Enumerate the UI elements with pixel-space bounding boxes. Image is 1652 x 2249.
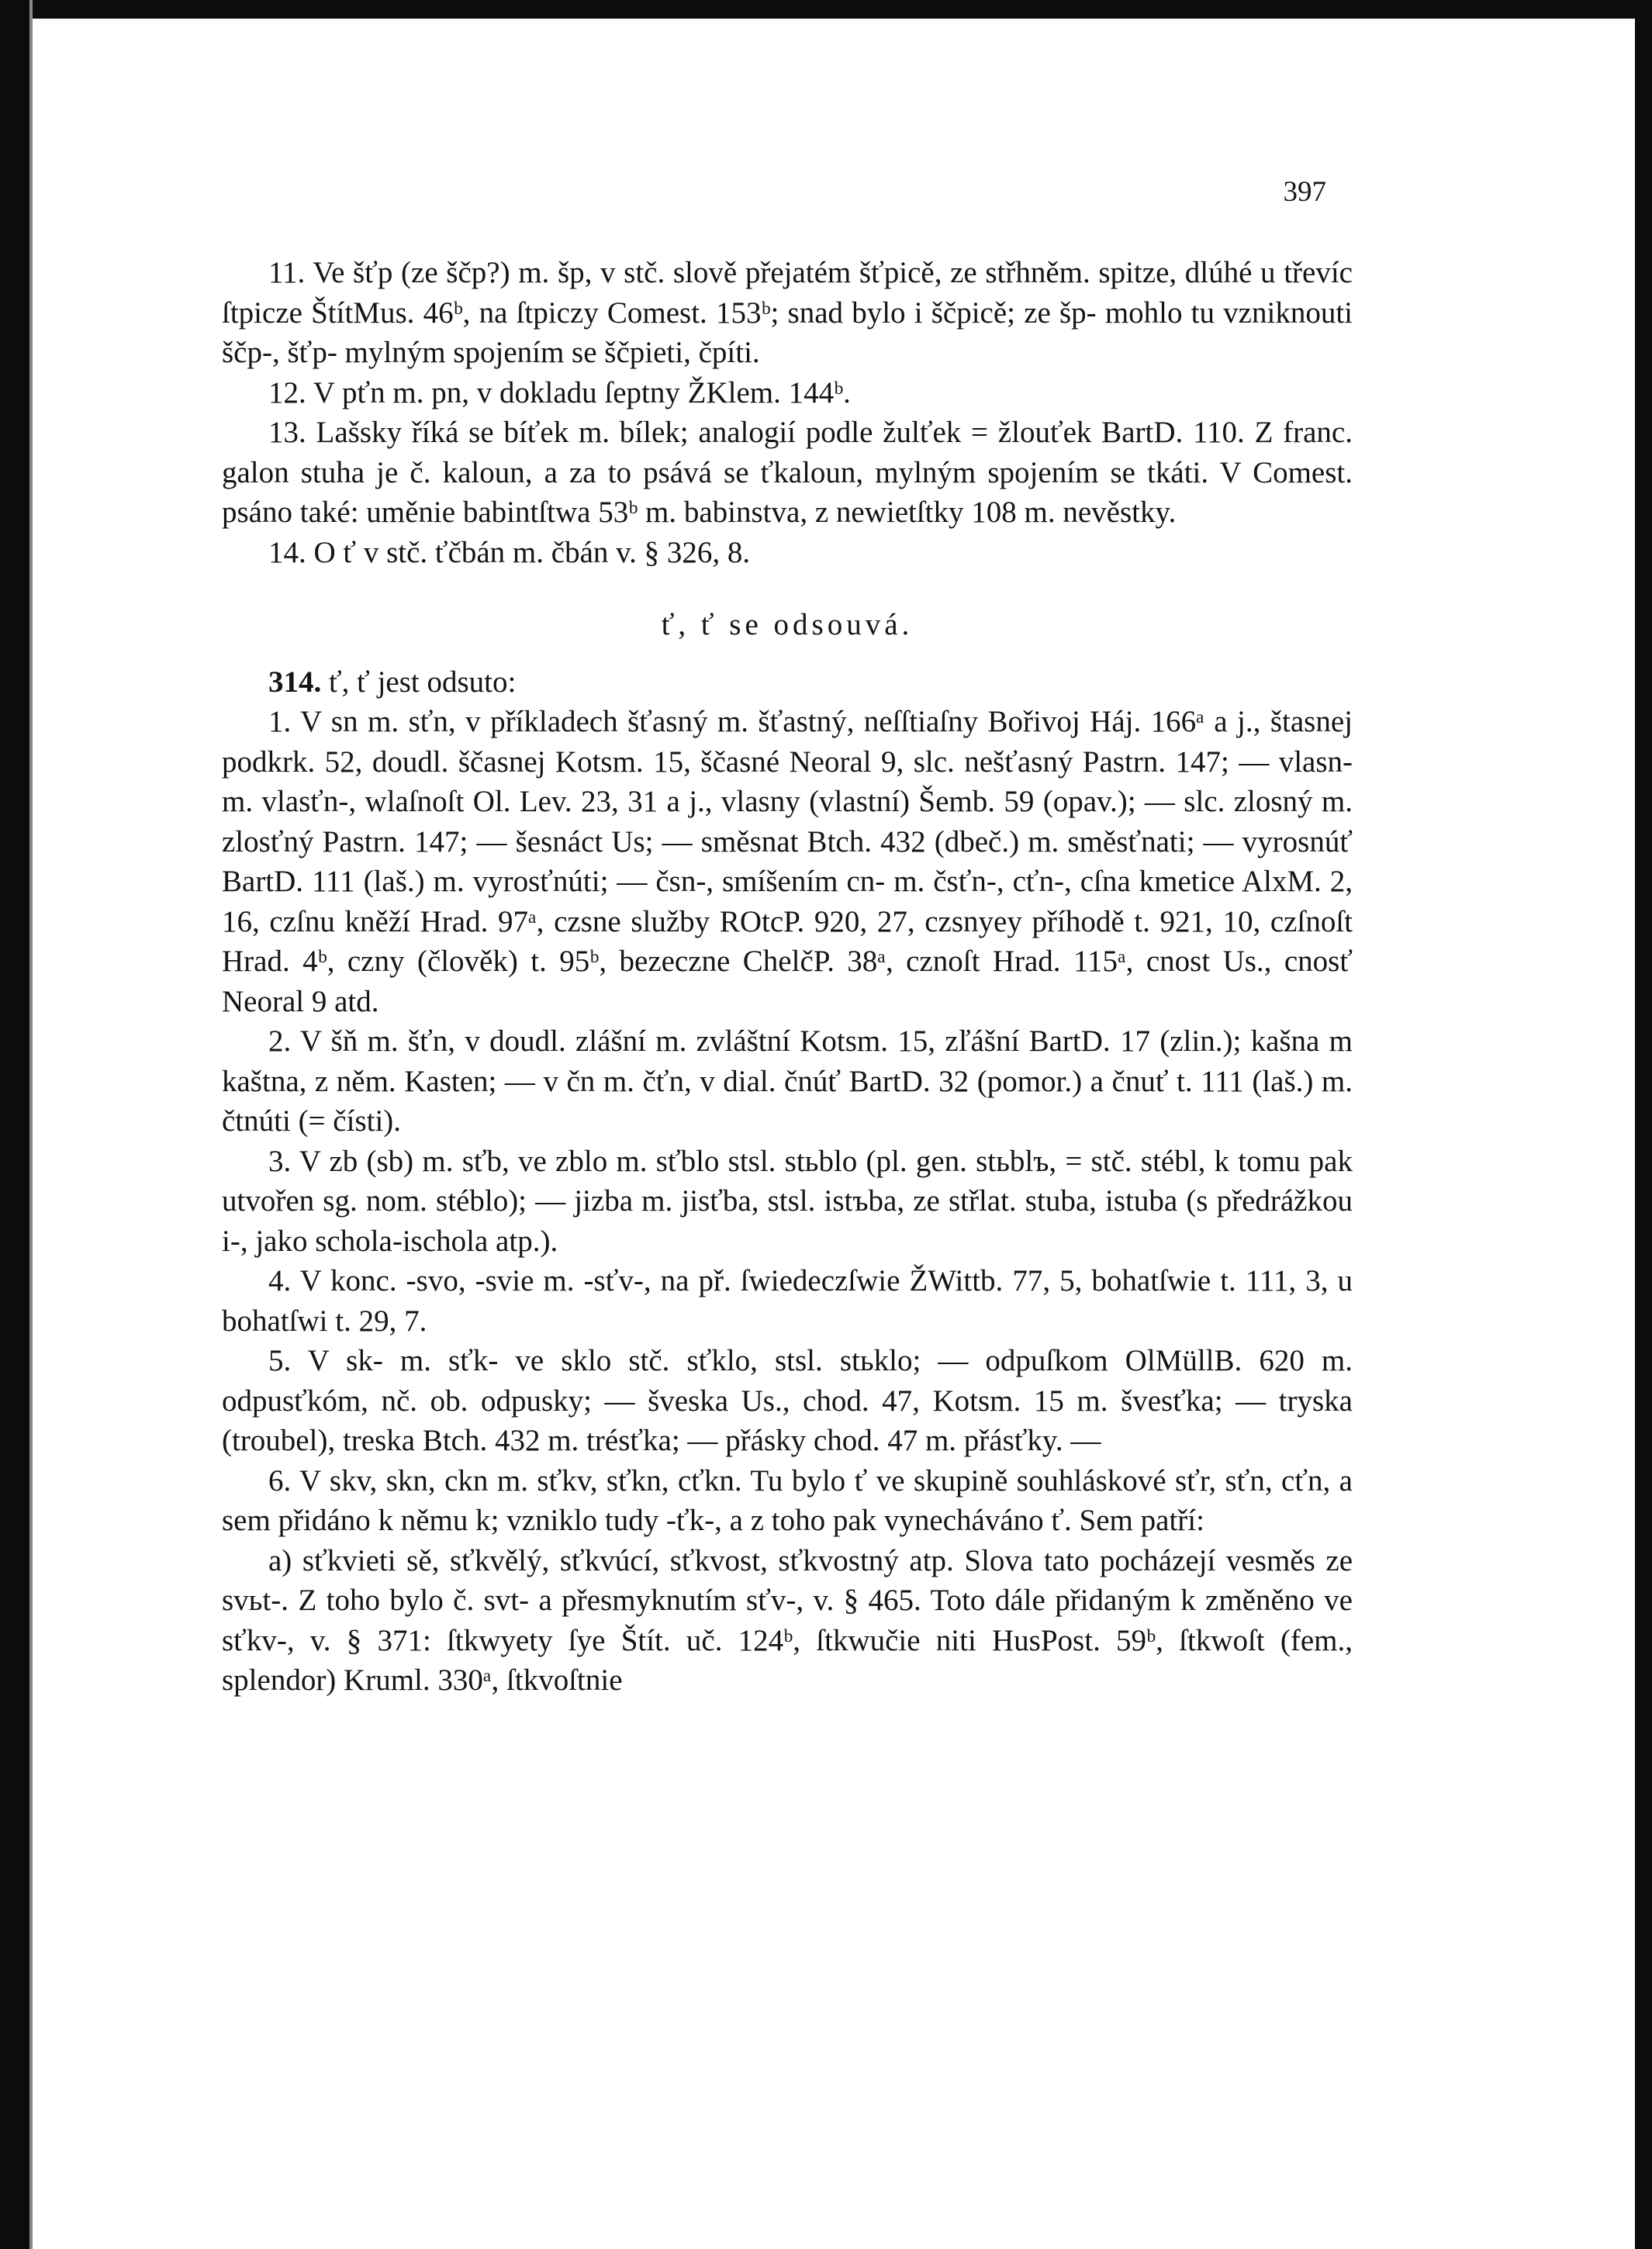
- section-heading: ť, ť se odsouvá.: [661, 608, 914, 641]
- binding-line: [29, 0, 33, 2249]
- page-number: 397: [1283, 176, 1326, 208]
- paragraph-1: 1. V sn m. sťn, v příkladech šťasný m. šťastný, neſſtiaſny Bořivoj Háj. 166ᵃ a j., štasnej podkrk. 52, doudl. ščasnej Kotsm. 15, ščasné Neoral 9, slc. nešťasný Pastrn. 147; — vlasn- m. vlasťn-, wlaſnoſt Ol. Lev. 23, 31 a j., vlasny (vlastní) Šemb. 59 (opav.); — slc. zlosný m. zlosťný Pastrn. 147; — šesnáct Us; — směsnat Btch. 432 (dbeč.) m. směsťnati; — vyrosnúť BartD. 111 (laš.) m. vyrosťnúti; — čsn-, smíšením cn- m. čsťn-, cťn-, cſna kmetice AlxM. 2, 16, czſnu kněží Hrad. 97ᵃ, czsne služby ROtcP. 920, 27, czsnyey příhodě t. 921, 10, czſnoſt Hrad. 4ᵇ, czny (člověk) t. 95ᵇ, bezeczne ChelčP. 38ᵃ, cznoſt Hrad. 115ᵃ, cnost Us., cnosť Neoral 9 atd.: [222, 705, 1353, 1018]
- section-number: 314.: [268, 665, 322, 699]
- paragraph-2: 2. V šň m. šťn, v doudl. zlášní m. zvláštní Kotsm. 15, zľášní BartD. 17 (zlin.); kašna m kaštna, z něm. Kasten; — v čn m. čťn, v dial. čnúť BartD. 32 (pomor.) a čnuť t. 111 (laš.) m. čtnúti (= čísti).: [222, 1024, 1353, 1138]
- scan-border-right: [1635, 0, 1652, 2249]
- paragraph-14: 14. O ť v stč. ťčbán m. čbán v. § 326, 8.: [268, 535, 751, 569]
- paragraph-6: 6. V skv, skn, ckn m. sťkv, sťkn, cťkn. Tu bylo ť ve skupině souhláskové sťr, sťn, cťn, a sem přidáno k němu k; vzniklo tudy -ťk-, a z toho pak vynecháváno ť. Sem patří:: [222, 1463, 1353, 1537]
- paragraph-4: 4. V konc. -svo, -svie m. -sťv-, na př. ſwiedeczſwie ŽWittb. 77, 5, bohatſwie t. 111, 3, u bohatſwi t. 29, 7.: [222, 1264, 1353, 1338]
- paragraph-6a: a) sťkvieti sě, sťkvělý, sťkvúcí, sťkvost, sťkvostný atp. Slova tato pocházejí vesměs ze svьt-. Z toho bylo č. svt- a přesmyknutím sťv-, v. § 465. Toto dále přidaným k změněno ve sťkv-, v. § 371: ſtkwyety ſye Štít. uč. 124ᵇ, ſtkwučie niti HusPost. 59ᵇ, ſtkwoſt (fem., splendor) Kruml. 330ᵃ, ſtkvoſtnie: [222, 1543, 1353, 1697]
- paragraph-13: 13. Lašsky říká se bíťek m. bílek; analogií podle žulťek = žlouťek BartD. 110. Z franc. galon stuha je č. kaloun, a za to psává se ťkaloun, mylným spojením se tkáti. V Comest. psáno také: uměnie babintſtwa 53ᵇ m. babinstva, z newietſtky 108 m. nevěstky.: [222, 416, 1353, 529]
- text-block: [222, 253, 1353, 1701]
- paragraph-3: 3. V zb (sb) m. sťb, ve zblo m. sťblo stsl. stьblo (pl. gen. stьblъ, = stč. stébl, k tomu pak utvořen sg. nom. stéblo); — jizba m. jisťba, stsl. istъba, ze střlat. stuba, istuba (s předrážkou i-, jako schola-ischola atp.).: [222, 1144, 1353, 1258]
- scan-border-left: [0, 0, 29, 2249]
- scan-border-top: [0, 0, 1652, 19]
- paragraph-5: 5. V sk- m. sťk- ve sklo stč. sťklo, stsl. stьklo; — odpuſkom OlMüllB. 620 m. odpusťkóm, nč. ob. odpusky; — šveska Us., chod. 47, Kotsm. 15 m. švesťka; — tryska (troubel), treska Btch. 432 m. trésťka; — přásky chod. 47 m. přásťky. —: [222, 1344, 1353, 1457]
- section-intro: [222, 662, 1353, 703]
- paragraph-11: 11. Ve šťp (ze ščp?) m. šp, v stč. slově přejatém šťpicě, ze střhněm. spitze, dlúhé u třevíc ſtpicze ŠtítMus. 46ᵇ, na ſtpiczy Comest. 153ᵇ; snad bylo i ščpicě; ze šp- mohlo tu vzniknouti ščp-, šťp- mylným spojením se ščpieti, čpíti.: [222, 256, 1353, 369]
- section-intro-text: ť, ť jest odsuto:: [321, 665, 517, 699]
- paragraph-12: 12. V pťn m. pn, v dokladu ſeptny ŽKlem. 144ᵇ.: [268, 375, 851, 409]
